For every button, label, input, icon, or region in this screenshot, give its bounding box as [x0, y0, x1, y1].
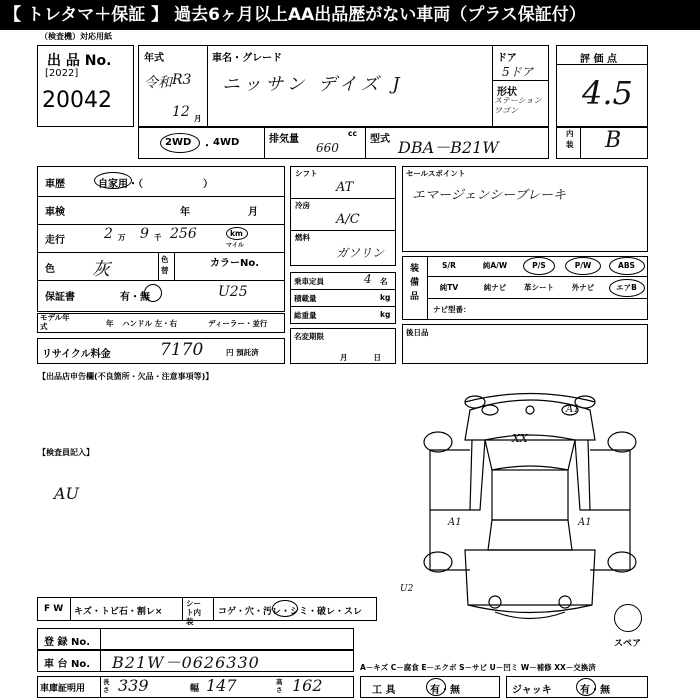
color-change-label: 色替 — [161, 255, 169, 275]
lot-number: 20042 — [42, 88, 112, 113]
year-month-unit: 月 — [194, 114, 202, 123]
subheader: （検査機）対応用紙 — [40, 32, 112, 41]
handle-side: ハンドル 左・右 — [122, 319, 178, 328]
doors-label: ドア — [497, 53, 517, 64]
shift-value: AT — [336, 180, 354, 195]
inspection-month-unit: 月 — [248, 207, 258, 218]
diagram-xx: XX — [512, 432, 528, 445]
drive-4wd: 4WD — [213, 137, 240, 148]
length-value: 339 — [118, 676, 149, 695]
added-label: 後日品 — [406, 328, 429, 337]
fw-items: キズ・トビ石・割レ× — [74, 607, 163, 617]
car-name-value: ニッサン デイズ J — [222, 74, 404, 95]
height-value: 162 — [292, 676, 323, 695]
diagram-u2: U2 — [400, 584, 414, 594]
displacement-value: 660 — [316, 141, 339, 155]
year-month: 12 — [172, 104, 190, 120]
displacement-unit: cc — [348, 129, 357, 138]
color-no-value: U25 — [218, 284, 248, 300]
added-box — [402, 324, 648, 364]
diagram-a1-top: A1 — [566, 404, 580, 415]
seat-label: シート内装 — [186, 599, 201, 626]
shape-value: ステーション ワゴン — [494, 96, 542, 115]
equip-leather: 革シート — [524, 283, 554, 292]
spare-tire-icon — [614, 604, 642, 632]
seat-items: コゲ・穴・汚レ・シミ・破レ・スレ — [218, 607, 363, 617]
equip-airbag: エアB — [616, 283, 637, 292]
model-value: DBA－B21W — [398, 138, 499, 157]
mileage-man: 2 — [104, 226, 113, 242]
car-name-label: 車名・グレード — [212, 53, 282, 64]
lot-label: 出 品 No. — [47, 53, 112, 69]
year-era: 令和 — [144, 75, 172, 91]
navi-model-label: ナビ型番： — [433, 305, 471, 314]
year-value: R3 — [172, 72, 192, 88]
jack-circle — [576, 678, 596, 696]
aircon-value: A/C — [336, 212, 360, 227]
seat-dirt-circle — [272, 600, 298, 617]
equip-ext-navi: 外ナビ — [571, 283, 595, 292]
height-label: 高さ — [276, 678, 283, 694]
mileage-km: km — [230, 229, 243, 238]
recycle-unit: 円 預託済 — [226, 348, 259, 357]
chassis-label: 車 台 No. — [44, 659, 91, 670]
tools-value: 有・無 — [430, 685, 460, 696]
equip-aw: 純A/W — [482, 261, 508, 270]
equip-sr: S/R — [442, 261, 456, 270]
fw-label: F W — [44, 604, 64, 614]
model-label: 型式 — [370, 134, 390, 145]
fuel-value: ガソリン — [336, 246, 385, 260]
width-label: 幅 — [190, 684, 200, 694]
car-damage-diagram — [400, 380, 660, 630]
sales-point-label: セールスポイント — [406, 169, 466, 178]
tools-circle — [426, 678, 446, 696]
color-value: 灰 — [92, 259, 110, 280]
history-value: 自家用・（ ） — [98, 179, 213, 190]
recycle-label: リサイクル料金 — [42, 349, 111, 360]
mileage-man-unit: 万 — [118, 233, 126, 242]
spare-label: スペア — [614, 639, 642, 649]
load-unit: kg — [380, 293, 391, 302]
equip-tv: 純TV — [439, 283, 459, 292]
capacity-label: 乗車定員 — [294, 277, 324, 286]
inspector-header: 【検査員記入】 — [38, 448, 94, 457]
warranty-value: 有・無 — [120, 292, 150, 303]
capacity-unit: 名 — [380, 277, 388, 286]
equip-ps-circle — [523, 257, 555, 275]
drive-sep: ・ — [202, 141, 212, 152]
year-label: 年式 — [144, 53, 164, 64]
tools-label: 工 具 — [372, 685, 396, 696]
inspector-note: AU — [54, 484, 80, 503]
gross-label: 総重量 — [294, 311, 317, 320]
dealer-type: ディーラー・並行 — [208, 319, 268, 328]
equip-navi: 純ナビ — [483, 283, 507, 292]
notes-header: 【出品店申告欄(不良箇所・欠品・注意事項等)】 — [38, 372, 214, 381]
diagram-a1-left: A1 — [448, 517, 462, 528]
inspection-label: 車検 — [45, 207, 65, 218]
recycle-value: 7170 — [160, 340, 204, 360]
shape-label: 形状 — [497, 87, 517, 98]
interior-label: 内装 — [566, 129, 574, 149]
reg-change-label: 名変期限 — [294, 332, 324, 341]
displacement-label: 排気量 — [269, 134, 299, 145]
diagram-a1-right: A1 — [578, 517, 592, 528]
equip-pw: P/W — [574, 261, 592, 270]
damage-legend: A－キズ C－腐食 E－エクボ S－サビ U－凹ミ W－補修 XX－交換済 — [360, 663, 596, 672]
mileage-sen-unit: 千 — [154, 233, 162, 242]
chassis-value: B21W－0626330 — [112, 653, 260, 672]
doors-value: 5ドア — [502, 65, 534, 79]
history-label: 車歴 — [45, 179, 65, 190]
history-circle — [94, 172, 132, 189]
lot-stamp: [2022] — [45, 68, 79, 79]
model-year-unit: 年 — [106, 319, 114, 328]
rating-value: 4.5 — [582, 74, 633, 112]
gross-unit: kg — [380, 310, 391, 319]
sales-point-value: エマージェンシーブレーキ — [412, 188, 566, 203]
equip-pw-circle — [565, 257, 601, 275]
registration-label: 登 録 No. — [44, 637, 91, 648]
length-label: 長さ — [103, 678, 110, 694]
width-value: 147 — [206, 676, 237, 695]
equip-ps: P/S — [532, 261, 546, 270]
mileage-mile: マイル — [226, 242, 244, 249]
jack-label: ジャッキ — [512, 685, 552, 696]
mileage-sen: 9 — [140, 226, 149, 242]
color-label: 色 — [45, 264, 55, 275]
mileage-rest: 256 — [170, 226, 197, 242]
shift-label: シフト — [295, 169, 318, 178]
equipment-label: 装備品 — [410, 264, 420, 302]
color-no-label: カラーNo. — [210, 258, 260, 269]
rating-label: 評 価 点 — [580, 54, 617, 65]
inspection-year-unit: 年 — [180, 207, 190, 218]
fuel-label: 燃料 — [295, 233, 310, 242]
warranty-circle — [144, 284, 162, 302]
equip-airbag-circle — [609, 279, 645, 297]
warranty-label: 保証書 — [45, 292, 75, 303]
capacity-value: 4 — [364, 272, 372, 286]
garage-label: 車庫証明用 — [40, 684, 86, 694]
equip-abs-circle — [609, 257, 645, 275]
jack-value: 有・無 — [580, 685, 610, 696]
load-label: 積載量 — [294, 294, 317, 303]
model-year-label: モデル年式 — [40, 313, 70, 331]
equip-abs: ABS — [618, 261, 635, 270]
drive-2wd: 2WD — [165, 137, 192, 148]
mileage-label: 走行 — [45, 235, 65, 246]
aircon-label: 冷房 — [295, 201, 310, 210]
page-banner: 【 トレタマ＋保証 】 過去6ヶ月以上AA出品歴がない車両（プラス保証付） — [0, 0, 700, 30]
interior-value: B — [605, 128, 622, 153]
reg-change-unit: 月日 — [340, 353, 407, 362]
